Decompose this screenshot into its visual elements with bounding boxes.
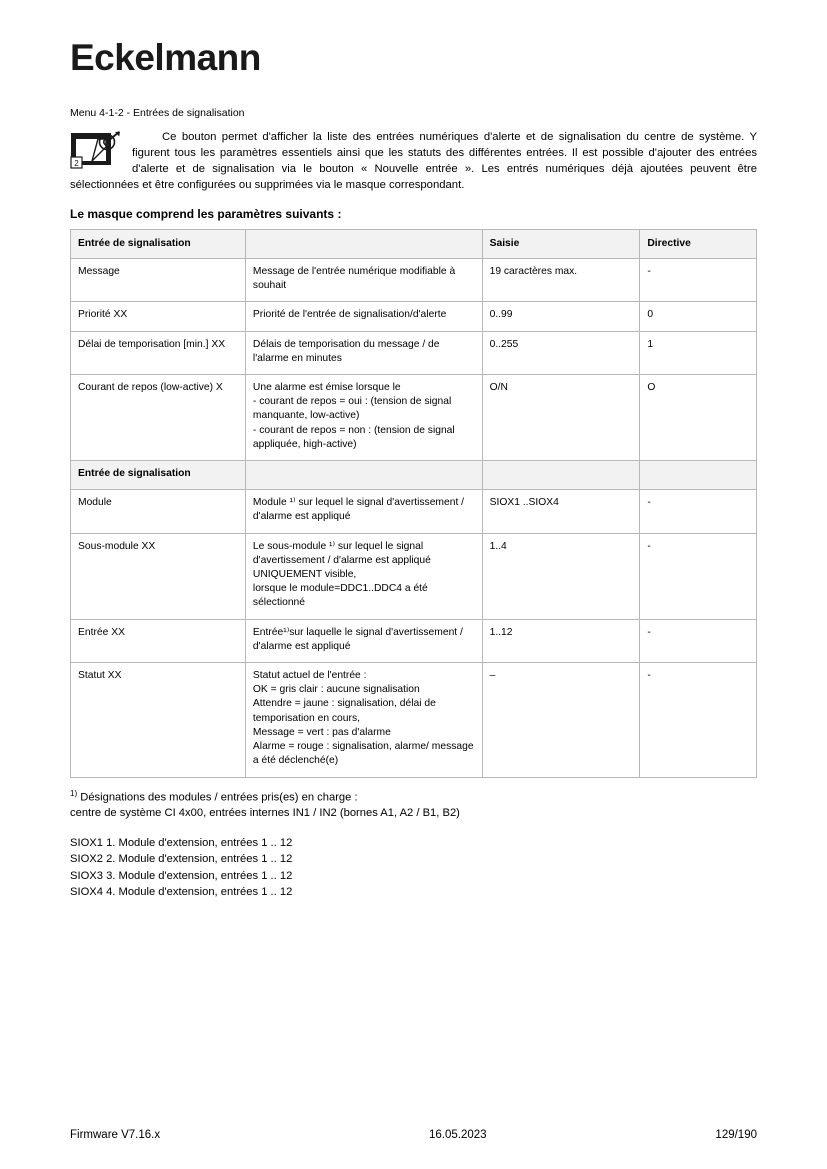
footer-page-number: 129/190 xyxy=(715,1129,757,1141)
cell-description: Le sous-module ¹⁾ sur lequel le signal d'avertissement / d'alarme est appliqué UNIQUEMENT visible, lorsque le module=DDC1..DDC4 a été sélectionné xyxy=(245,533,482,619)
cell-parameter: Sous-module XX xyxy=(71,533,246,619)
table-row xyxy=(71,259,757,302)
cell-directive: - xyxy=(640,663,757,777)
footnote-marker: 1) xyxy=(70,788,78,798)
svg-text:2: 2 xyxy=(74,158,79,168)
cell-description: Délais de temporisation du message / de l'alarme en minutes xyxy=(245,331,482,374)
table-row xyxy=(71,490,757,533)
footnote xyxy=(70,788,757,822)
cell-description: Message de l'entrée numérique modifiable à souhait xyxy=(245,259,482,302)
table-row xyxy=(71,302,757,331)
cell-directive: O xyxy=(640,375,757,461)
cell-input: 0..255 xyxy=(482,331,640,374)
cell-description: Une alarme est émise lorsque le - courant de repos = oui : (tension de signal manquante, low-active) - courant de repos = non : (tension de signal appliquée, high-active) xyxy=(245,375,482,461)
cell-parameter: Message xyxy=(71,259,246,302)
cell-description: Priorité de l'entrée de signalisation/d'alerte xyxy=(245,302,482,331)
cell-directive: - xyxy=(640,259,757,302)
cell-parameter: Statut XX xyxy=(71,663,246,777)
cell-parameter: Priorité XX xyxy=(71,302,246,331)
module-list-item: SIOX3 3. Module d'extension, entrées 1 .. 12 xyxy=(70,869,293,882)
cell-input: SIOX1 ..SIOX4 xyxy=(482,490,640,533)
cell-parameter: Délai de temporisation [min.] XX xyxy=(71,331,246,374)
parameters-table xyxy=(70,229,757,778)
cell-description xyxy=(245,461,482,490)
cell-input: 1..12 xyxy=(482,619,640,662)
cell-directive: 1 xyxy=(640,331,757,374)
cell-input xyxy=(482,461,640,490)
cell-directive: - xyxy=(640,619,757,662)
table-header-row xyxy=(71,229,757,258)
section-subtitle: Le masque comprend les paramètres suivants : xyxy=(70,206,342,221)
table-row xyxy=(71,619,757,662)
footnote-line-1: Désignations des modules / entrées pris(es) en charge : xyxy=(80,791,358,804)
cell-input: 0..99 xyxy=(482,302,640,331)
module-list-item: SIOX2 2. Module d'extension, entrées 1 .. 12 xyxy=(70,853,293,866)
cell-directive: 0 xyxy=(640,302,757,331)
cell-description: Entrée¹⁾sur laquelle le signal d'avertissement / d'alarme est appliqué xyxy=(245,619,482,662)
table-row xyxy=(71,533,757,619)
footer-date: 16.05.2023 xyxy=(428,1129,487,1141)
cell-parameter: Module xyxy=(71,490,246,533)
cell-parameter: Entrée de signalisation xyxy=(71,461,246,490)
column-header-description xyxy=(245,229,482,258)
module-list-item: SIOX4 4. Module d'extension, entrées 1 .. 12 xyxy=(70,886,293,899)
cell-directive: - xyxy=(640,490,757,533)
column-header-input: Saisie xyxy=(482,229,640,258)
cell-input: 1..4 xyxy=(482,533,640,619)
cell-directive xyxy=(640,461,757,490)
footnote-line-2: centre de système CI 4x00, entrées internes IN1 / IN2 (bornes A1, A2 / B1, B2) xyxy=(70,807,460,820)
cell-parameter: Entrée XX xyxy=(71,619,246,662)
button-with-target-icon xyxy=(70,131,122,173)
intro-section xyxy=(70,129,757,193)
cell-input: – xyxy=(482,663,640,777)
table-row xyxy=(71,331,757,374)
column-header-parameter: Entrée de signalisation xyxy=(71,229,246,258)
cell-input: 19 caractères max. xyxy=(482,259,640,302)
module-list xyxy=(70,835,757,901)
module-list-item: SIOX1 1. Module d'extension, entrées 1 .. 12 xyxy=(70,836,293,849)
breadcrumb: Menu 4-1-2 - Entrées de signalisation xyxy=(70,106,245,119)
column-header-directive: Directive xyxy=(640,229,757,258)
table-section-row xyxy=(71,461,757,490)
table-row xyxy=(71,375,757,461)
cell-directive: - xyxy=(640,533,757,619)
company-logo: Eckelmann xyxy=(70,37,261,78)
page-footer xyxy=(70,1129,757,1141)
cell-description: Module ¹⁾ sur lequel le signal d'avertissement / d'alarme est appliqué xyxy=(245,490,482,533)
table-body xyxy=(71,259,757,777)
intro-paragraph: Ce bouton permet d'afficher la liste des entrées numériques d'alerte et de signalisation du centre de système. Y figurent tous les paramètres essentiels ainsi que les statuts des différentes entrées. Il est possible d'ajouter des entrées d'alerte et de signalisation via le bouton « Nouvelle entrée ». Les entrés numériques déjà ajoutées peuvent être sélectionnées et être configurées ou supprimées via le masque correspondant. xyxy=(70,130,757,191)
footer-firmware: Firmware V7.16.x xyxy=(70,1129,161,1141)
cell-input: O/N xyxy=(482,375,640,461)
table-row xyxy=(71,663,757,777)
cell-description: Statut actuel de l'entrée : OK = gris clair : aucune signalisation Attendre = jaune : signalisation, délai de temporisation en cours, Message = vert : pas d'alarme Alarme = rouge : signalisation, alarme/ message a été déclenché(e) xyxy=(245,663,482,777)
cell-parameter: Courant de repos (low-active) X xyxy=(71,375,246,461)
